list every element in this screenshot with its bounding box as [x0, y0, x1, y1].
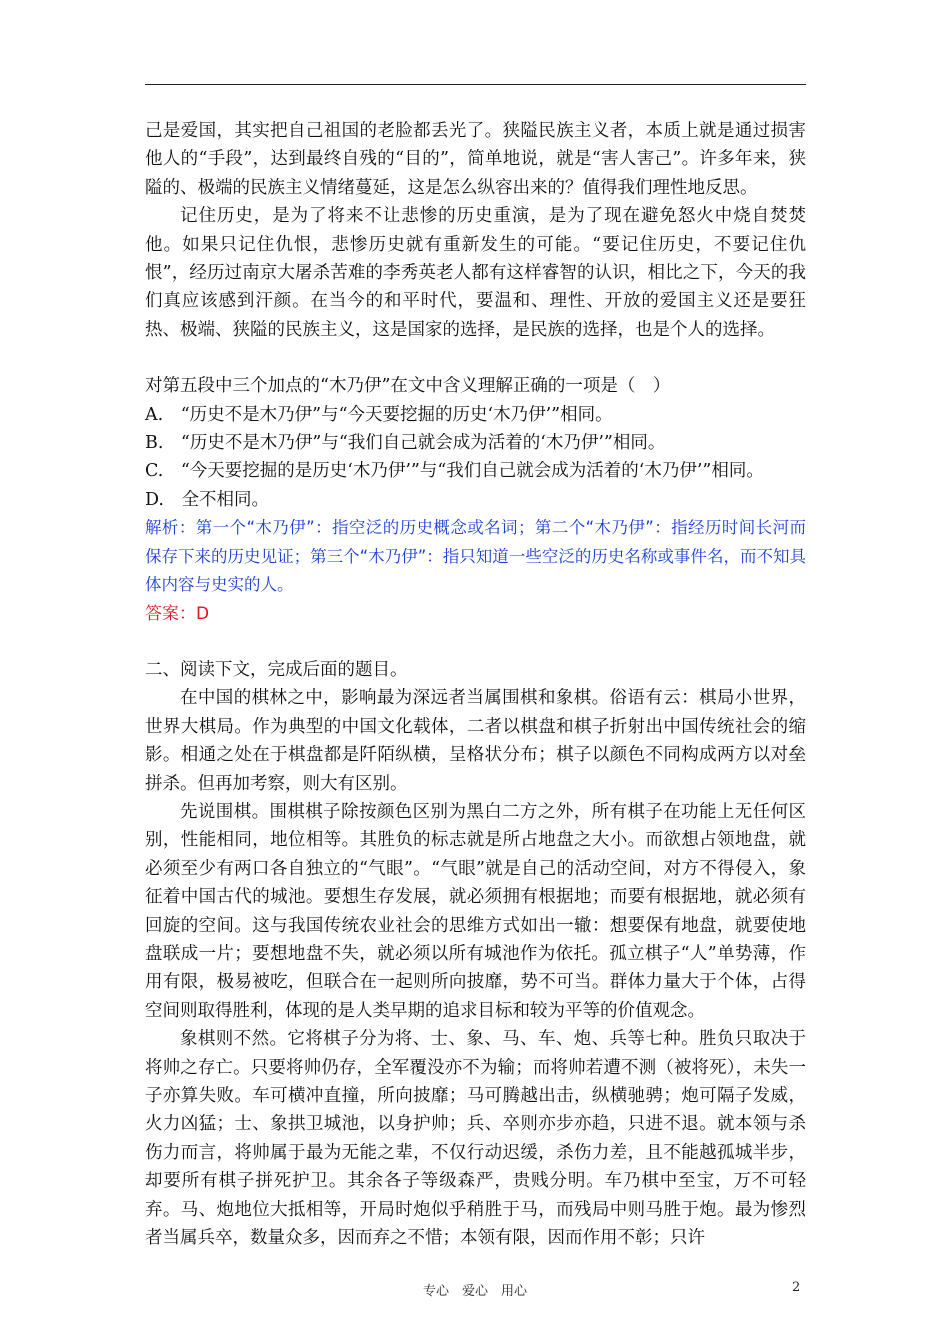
option-c: C. “今天要挖掘的是历史‘木乃伊’”与“我们自己就会成为活着的‘木乃伊’”相同。	[145, 461, 764, 482]
section-heading: 二、阅读下文，完成后面的题目。	[145, 659, 408, 680]
option-a: A. “历史不是木乃伊”与“今天要挖掘的历史‘木乃伊’”相同。	[145, 404, 613, 425]
question-stem: 对第五段中三个加点的“木乃伊”在文中含义理解正确的一项是（ ）	[145, 376, 671, 397]
paragraph: 己是爱国，其实把自己祖国的老脸都丢光了。狭隘民族主义者，本质上就是通过损害他人的“手段”，达到最终自残的“目的”，简单地说，就是“害人害己”。许多年来，狭隘的、极端的民族主义情绪蔓延，这是怎么纵容出来的？值得我们理性地反思。	[145, 121, 806, 198]
paragraph: 在中国的棋林之中，影响最为深远者当属围棋和象棋。俗语有云：棋局小世界，世界大棋局。作为典型的中国文化载体，二者以棋盘和棋子折射出中国传统社会的缩影。相通之处在于棋盘都是阡陌纵横，呈格状分布；棋子以颜色不同构成两方以对垒拼杀。但再加考察，则大有区别。	[145, 688, 806, 794]
paragraph: 象棋则不然。它将棋子分为将、士、象、马、车、炮、兵等七种。胜负只取决于将帅之存亡。只要将帅仍存，全军覆没亦不为输；而将帅若遭不测（被将死），未失一子亦算失败。车可横冲直撞，所向披靡；马可腾越出击，纵横驰骋；炮可隔子发威，火力凶猛；士、象拱卫城池，以身护帅；兵、卒则亦步亦趋，只进不退。就本领与杀伤力而言，将帅属于最为无能之辈，不仅行动迟缓，杀伤力差，且不能越孤城半步，却要所有棋子拼死护卫。其余各子等级森严，贵贱分明。车乃棋中至宝，万不可轻弃。马、炮地位大抵相等，开局时炮似乎稍胜于马，而残局中则马胜于炮。最为惨烈者当属兵卒，数量众多，因而弃之不惜；本领有限，因而作用不彰；只许	[145, 1029, 806, 1249]
footer-motto: 专心 爱心 用心	[422, 1284, 527, 1299]
paragraph: 先说围棋。围棋棋子除按颜色区别为黑白二方之外，所有棋子在功能上无任何区别，性能相同，地位相等。其胜负的标志就是所占地盘之大小。而欲想占领地盘，就必须至少有两口各自独立的“气眼”。“气眼”就是自己的活动空间，对方不得侵入，象征着中国古代的城池。要想生存发展，就必须拥有根据地；而要有根据地，就必须有回旋的空间。这与我国传统农业社会的思维方式如出一辙：想要保有地盘，就要使地盘联成一片；要想地盘不失，就必须以所有城池作为依托。孤立棋子“人”单势薄，作用有限，极易被吃，但联合在一起则所向披靡，势不可当。群体力量大于个体，占得空间则取得胜利，体现的是人类早期的追求目标和较为平等的价值观念。	[145, 801, 806, 1021]
page-number: 2	[792, 1280, 801, 1295]
header-rule	[145, 84, 806, 85]
answer-text: 答案：D	[145, 603, 210, 624]
option-b: B. “历史不是木乃伊”与“我们自己就会成为活着的‘木乃伊’”相同。	[145, 433, 666, 454]
option-d: D. 全不相同。	[145, 489, 269, 510]
paragraph: 记住历史，是为了将来不让悲惨的历史重演，是为了现在避免怒火中烧自焚焚他。如果只记住仇恨，悲惨历史就有重新发生的可能。“要记住历史，不要记住仇恨”，经历过南京大屠杀苦难的李秀英老人都有这样睿智的认识，相比之下，今天的我们真应该感到汗颜。在当今的和平时代，要温和、理性、开放的爱国主义还是要狂热、极端、狭隘的民族主义，这是国家的选择，是民族的选择，也是个人的选择。	[145, 206, 806, 340]
page-content	[145, 117, 806, 1252]
analysis-text: 解析：第一个“木乃伊”：指空泛的历史概念或名词；第二个“木乃伊”：指经历时间长河而保存下来的历史见证；第三个“木乃伊”：指只知道一些空泛的历史名称或事件名，而不知具体内容与史实的人。	[145, 518, 806, 595]
